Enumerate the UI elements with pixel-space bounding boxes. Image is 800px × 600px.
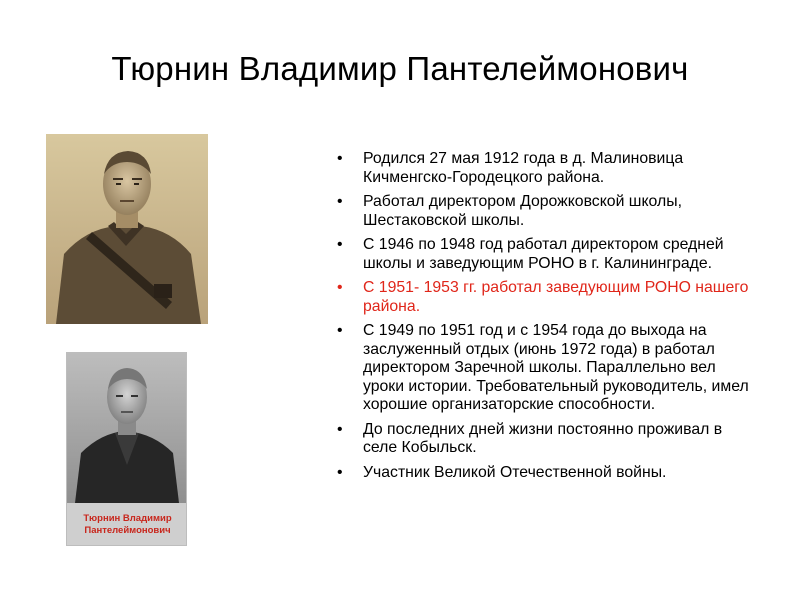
bullet-icon: •	[337, 420, 343, 438]
civil-portrait-image	[67, 353, 186, 503]
portrait-caption	[67, 513, 188, 537]
bio-item-text: С 1951- 1953 гг. работал заведующим РОНО нашего района.	[363, 279, 749, 315]
slide-title: Тюрнин Владимир Пантелеймонович	[111, 50, 689, 87]
bio-item-residence	[336, 421, 756, 458]
portrait-caption-line2: Пантелеймонович	[84, 525, 171, 536]
bio-item-text: Участник Великой Отечественной войны.	[363, 463, 667, 481]
bio-item-text: Родился 27 мая 1912 года в д. Малиновица Кичменгско-Городецкого района.	[363, 150, 684, 186]
bio-item-text: С 1946 по 1948 год работал директором средней школы и заведующим РОНО в г. Калининграде.	[363, 236, 724, 272]
bio-item-war-veteran	[336, 464, 756, 483]
bio-item-zarechnaya	[336, 322, 756, 415]
bio-item-early-work	[336, 193, 756, 230]
bullet-icon: •	[337, 463, 343, 481]
bullet-icon: •	[337, 150, 343, 167]
bio-item-text: Работал директором Дорожковской школы, Шестаковской школы.	[363, 193, 682, 229]
bio-item-text: До последних дней жизни постоянно проживал в селе Кобыльск.	[363, 420, 723, 456]
bullet-icon: •	[337, 322, 343, 339]
bio-item-text: С 1949 по 1951 год и с 1954 года до выхода на заслуженный отдых (июнь 1972 года) в работал директором Заречной школы. Параллельно вел уроки истории. Требовательный руководитель, имел хорошие организаторские способности.	[363, 322, 749, 413]
biography-list	[336, 150, 756, 488]
bullet-icon: •	[337, 193, 343, 210]
portrait-caption-line1: Тюрнин Владимир	[83, 513, 172, 524]
bio-item-birth	[336, 150, 756, 187]
bullet-icon: •	[337, 236, 343, 253]
photo-military-portrait	[46, 134, 208, 324]
bio-item-kaliningrad	[336, 236, 756, 273]
bio-item-rono-highlight	[336, 279, 756, 316]
bullet-icon: •	[337, 279, 343, 296]
military-portrait-image	[46, 134, 208, 324]
photo-civil-portrait	[66, 352, 187, 546]
